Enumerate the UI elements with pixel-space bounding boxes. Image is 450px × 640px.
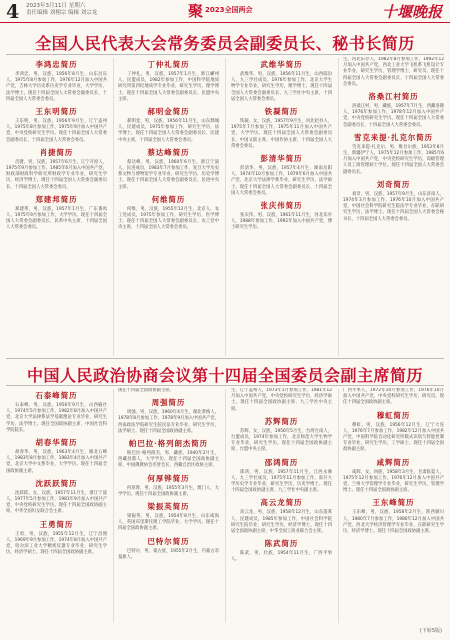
- bio-entry: [118, 397, 219, 435]
- bio-text: 沈跃跃，女，汉族，1957年11月生，浙江宁波人，1977年5月参加工作，1981年9月加入中国共产党，中央党校研究生学历。现任十四届全国政协副主席、中华全国妇女联合会主席。: [6, 490, 107, 515]
- bio-entry: [343, 388, 444, 407]
- bio-name: 王东明简历: [35, 107, 78, 117]
- bio-text: 刘奇，男，汉族，1957年9月生，山东济南人，1974年3月参加工作，1976年10月加入中国共产党，中国社会科学院研究生院法学专业毕业，在职研究生学历，法学博士。现任十四届全国人大常委会秘书长、十四届全国人大常委会委员。: [343, 191, 444, 222]
- bio-text: 丁仲礼，男，汉族，1957年1月生，浙江嵊州人，民盟成员，1982年参加工作，中国科学院地质研究所第四纪地质学专业毕业，研究生学历，理学博士。现任十四届全国人大常委会副委员长、民盟中央主席。: [118, 72, 219, 102]
- column-rule: [338, 389, 339, 623]
- logo-text: 2023全国两会: [205, 6, 253, 14]
- bio-name: 何厚铧简历: [147, 473, 190, 483]
- section-divider: [6, 385, 444, 386]
- bio-entry: [343, 410, 444, 454]
- bio-text: 郝明金，男，汉族，1956年11月生，山东鄄城人，民建成员，1975年参加工作，研究生学历，法学博士。现任十四届全国人大常委会副委员长、民建中央主席，十四届全国人大常委会委员。: [118, 119, 219, 143]
- bio-name: 帕巴拉·格列朗杰简历: [128, 439, 209, 449]
- cppcc-column-3: [231, 388, 332, 624]
- bio-text: 生，河北乐亭人，1982年8月参加工作，1992年12月加入中国共产党，西北工业大学飞机系飞机设计专业毕业，研究生学历，管理学博士，研究员。现任十四届全国人大常委会副委员长、十四届全国人大常委会委员。: [343, 57, 444, 87]
- bio-text: 胡春华，男，汉族，1963年4月生，湖北五峰人，1983年8月参加工作，1983年4月加入中国共产党，北京大学中文系毕业，大学学历。现任十四届全国政协副主席。: [6, 450, 107, 474]
- section-title-npc: 全国人民代表大会常务委员会副委员长、秘书长简历: [35, 34, 415, 53]
- bio-name: 王勇简历: [39, 519, 74, 529]
- bio-name: 穆虹简历: [376, 410, 411, 420]
- bio-name: 石泰峰简历: [35, 391, 78, 400]
- bio-text: 武维华，男，汉族，1956年11月生，山西临汾人，九三学社成员，1976年参加工作，北京大学生物学专业毕业，研究生学历，理学博士。现任十四届全国人大常委会副委员长、九三学社中央主席，十四届全国人大常委会委员。: [231, 72, 332, 102]
- cppcc-column-1: [6, 388, 107, 624]
- column-rule: [225, 58, 226, 356]
- bio-text: 穆虹，男，汉族，1956年12月生，辽宁大连人，1976年7月参加工作，1982年12月加入中国共产党，中国科学院自动化研究所模式识别与智能控制专业毕业，研究生学历，工学硕士。现任十四届全国政协副主席。: [343, 422, 444, 453]
- bio-name: 丁仲礼简历: [147, 60, 190, 69]
- bio-text: 洛桑江村，男，藏族，1957年7月生，西藏洛隆人，1976年参加工作，1978年12月加入中国共产党，中央党校研究生学历。现任十四届全国人大常委会副委员长、十四届全国人大常委会委员。: [343, 104, 444, 128]
- bio-entry: [118, 536, 219, 561]
- bio-entry: [343, 457, 444, 495]
- bio-text: 何厚铧，男，汉族，1955年3月生，澳门人，大学学历。现任十四届全国政协副主席。: [118, 485, 219, 497]
- bio-name: 郝明金简历: [147, 107, 190, 117]
- bio-text: 王东明，男，汉族，1956年9月生，辽宁盖州人，1975年8月参加工作，1975年9月加入中国共产党，中央党校研究生学历。现任十四届全国人大常委会副委员长、十四届全国人大常委会委员。: [6, 119, 107, 143]
- bio-name: 铁凝简历: [264, 107, 299, 117]
- date-line: 2023年3月11日 星期六: [26, 3, 86, 9]
- bio-entry: [118, 501, 219, 533]
- bio-name: 苏辉简历: [264, 416, 299, 426]
- bio-entry: [343, 132, 444, 176]
- npc-column-2: [118, 57, 219, 359]
- bio-name: 梁振英简历: [147, 502, 190, 512]
- column-rule: [225, 389, 226, 623]
- cppcc-column-2: [118, 388, 219, 624]
- bio-text: 肖捷，男，汉族，1957年6月生，辽宁开原人，1975年9月参加工作，1985年6月加入中国共产党，财政部财政科学研究所财政学专业毕业，研究生学历，经济学博士。现任十四届全国人大常委会副委员长、十四届全国人大常委会委员。: [6, 159, 107, 190]
- bio-entry: [231, 59, 332, 103]
- bio-text: 张庆伟，男，汉族，1961年11月生，河北乐亭人，1988年参加工作，1992年加入中国共产党，博士研究生学历。: [231, 213, 332, 231]
- bio-entry: [6, 478, 107, 516]
- bio-text: 彭清华，男，汉族，1957年4月生，湖南岳阳人，1974年10月参加工作，1979年6月加入中国共产党，北京大学法律学系毕业，研究生学历，法学硕士。现任十四届全国人大常委会副委员长、十四届全国人大常委会委员。: [231, 166, 332, 196]
- bio-name: 沈跃跃简历: [35, 478, 78, 488]
- bio-entry: [6, 519, 107, 557]
- section-title-cppcc: 中国人民政治协商会议第十四届全国委员会副主席简历: [26, 366, 423, 385]
- bio-text: 广西平果人，1972年10月参加工作，1976年10月加入中国共产党，中央党校研究生学历，研究员。现任十四届全国政协副主席。: [343, 388, 444, 406]
- npc-column-3: [231, 57, 332, 359]
- bio-name: 刘奇简历: [376, 179, 411, 189]
- bio-text: 王勇，男，汉族，1955年12月生，辽宁昌图人，1969年9月参加工作，1974年8月加入中国共产党，哈尔滨工业大学精密仪器专业毕业，研究生学历，经济学硕士。现任十四届全国政协副主席。: [6, 531, 107, 556]
- bio-entry: [231, 153, 332, 197]
- bio-name: 肖捷简历: [39, 147, 74, 157]
- page-number: 4: [6, 1, 20, 23]
- newspaper-brand: 十堰晚报: [381, 3, 442, 21]
- bio-name: 巴特尔简历: [147, 536, 190, 546]
- bio-name: 何维简历: [151, 194, 186, 204]
- bio-text: 苏辉，女，汉族，1956年5月生，台湾台南人，台盟成员，1974年参加工作，北京师范大学生物学专业毕业，研究生学历。现任十四届全国政协副主席、台盟中央主席。: [231, 428, 332, 453]
- bio-name: 周强简历: [151, 398, 186, 408]
- bio-entry: [343, 179, 444, 223]
- bio-entry: [343, 91, 444, 129]
- bio-name: 邵鸿简历: [264, 457, 299, 467]
- bio-entry: [231, 200, 332, 232]
- bio-entry: [231, 388, 332, 413]
- bio-name: 郑建邦简历: [35, 194, 78, 204]
- bio-text: 陈武，男，壮族，1954年11月生，广西平果人。: [231, 551, 332, 563]
- section-divider: [6, 54, 444, 55]
- bio-text: 何维，男，汉族，1955年12月生，北京人，农工党成员，1975年参加工作，研究生学历，医学博士。现任十四届全国人大常委会副委员长、农工党中央主席，十四届全国人大常委会委员。: [118, 206, 219, 231]
- bio-name: 雪克来提·扎克尔简历: [353, 132, 434, 142]
- column-rule: [113, 389, 114, 623]
- editor-line: 责任编辑 刘栩宗 编辑 刘宗龙: [26, 10, 98, 16]
- bio-entry: [118, 194, 219, 232]
- cppcc-column-4: [343, 388, 444, 624]
- bio-text: 巴特尔，男，蒙古族，1955年2月生，内蒙古奈曼旗人。: [118, 548, 219, 560]
- bio-entry: [118, 59, 219, 103]
- bio-name: 彭清华简历: [260, 154, 303, 164]
- column-rule: [113, 58, 114, 356]
- bio-entry: [118, 473, 219, 498]
- bio-name: 王东峰简历: [372, 498, 415, 508]
- column-rule: [338, 58, 339, 356]
- page-header: [0, 0, 450, 23]
- bio-name: 李鸿忠简历: [35, 60, 78, 69]
- bio-text: 梁振英，男，汉族，1954年8月生，山东威海人，英国布里斯托理工学院毕业，大学学历。现任十四届全国政协副主席。: [118, 514, 219, 532]
- bio-text: 石泰峰，男，汉族，1956年9月生，山西榆社人，1974年5月参加工作，1982年8月加入中国共产党，北京大学法律系法学基础理论专业毕业，研究生学历，法学博士。现任全国政协副主席、中国社会科学院院长。: [6, 403, 107, 433]
- bio-entry: [118, 438, 219, 470]
- bio-entry: [118, 147, 219, 191]
- bio-entry: [343, 57, 444, 88]
- bio-name: 高云龙简历: [260, 498, 303, 508]
- bio-entry: [231, 106, 332, 150]
- bio-name: 武维华简历: [260, 60, 303, 69]
- bio-entry: [118, 106, 219, 144]
- bio-entry: [6, 194, 107, 232]
- bio-text: 王东峰，男，汉族，1958年2月生，陕西铜川人，1980年7月参加工作，1980年12月加入中国共产党，西北大学经济管理学专业毕业，在职研究生学历，经济学博士。现任十四届全国政协副主席。: [343, 510, 444, 535]
- continued-note: (下转5版): [419, 628, 442, 634]
- bio-name: 蔡达峰简历: [147, 147, 190, 157]
- bio-entry: [6, 390, 107, 434]
- bio-text: 高云龙，男，汉族，1958年12月生，山东蓬莱人，民建成员，1985年参加工作，中国社会科学院研究生院毕业，研究生学历，经济学博士。现任十四届全国政协副主席、中华全国工商业联合会主席。: [231, 510, 332, 535]
- bio-entry: [6, 59, 107, 103]
- header-info: [26, 3, 97, 17]
- bio-text: 生，辽宁盖州人，1973年1月参加工作，1981年12月加入中国共产党，中央党校研究生学历，经济学硕士。现任十四届全国政协副主席、九三学社中央主席。: [231, 388, 332, 412]
- bio-text: 咸辉，女，回族，1958年3月生，甘肃临夏人，1975年12月参加工作，1976年12月加入中国共产党，兰州大学管理学专业毕业，研究生学历，管理学博士。现任十四届全国政协副主席。: [343, 469, 444, 494]
- bio-text: 邵鸿，男，汉族，1957年11月生，江西永修人，九三学社成员，1975年11月参加工作，南开大学历史学专业毕业，研究生学历，历史学博士。现任十四届全国政协副主席、九三学社中央副主席。: [231, 469, 332, 494]
- bio-text: 周强，男，汉族，1960年4月生，湖北黄梅人，1978年8月参加工作，1978年9月加入中国共产党，西南政法学院研究生院民法专业毕业，研究生学历，法学硕士。现任十四届全国政协副主席。: [118, 410, 219, 434]
- bio-text: 帕巴拉·格列朗杰，男，藏族，1940年2月生，西藏昌都人，大学学历。现任十四届全国政协副主席、中国佛教协会名誉会长，西藏自治区政协主席。: [118, 451, 219, 469]
- section-divider: [6, 358, 444, 359]
- bio-text: 铁凝，女，汉族，1957年9月生，河北赵县人，1975年7月参加工作，1975年11月加入中国共产党，大学学历。现任十四届全国人大常委会副委员长、中国文联主席、中国作协主席，十四届全国人大常委会委员。: [231, 119, 332, 149]
- bio-name: 洛桑江村简历: [368, 92, 419, 102]
- bio-entry: [231, 497, 332, 535]
- bio-name: 陈武简历: [264, 539, 299, 549]
- bio-name: 张庆伟简历: [260, 201, 303, 211]
- bio-text: 雪克来提·扎克尔，男，维吾尔族，1953年8月生，新疆伊宁人，1975年12月参加工作，1985年6月加入中国共产党，中央党校研究生学历，高级管理人员工商管理硕士学位。现任十四届全国人大常委会副委员长。: [343, 144, 444, 175]
- bio-name: 胡春华简历: [35, 438, 78, 448]
- bio-text: 李鸿忠，男，汉族，1956年8月生，山东昌乐人，1975年8月参加工作，1976年12月加入中国共产党，吉林大学历史系历史学专业毕业，大学学历，法学博士。现任十四届全国人大常委会副委员长、十四届全国人大常委会委员。: [6, 72, 107, 102]
- logo-char: 聚: [188, 1, 204, 20]
- bio-text: 郑建邦，男，汉族，1957年1月生，广东番禺人，1975年9月参加工作，大学学历。现任十四届全国人大常委会副委员长、民革中央主席，十四届全国人大常委会委员。: [6, 206, 107, 231]
- two-sessions-logo: [188, 0, 253, 20]
- bio-text: 蔡达峰，男，汉族，1960年6月生，浙江宁波人，民进成员，1983年7月参加工作，复旦大学历史系文物与博物馆学专业毕业，研究生学历，历史学博士。现任十四届全国人大常委会副委员长、民进中央主席。: [118, 159, 219, 190]
- bio-entry: [118, 388, 219, 394]
- npc-column-1: [6, 57, 107, 359]
- bio-entry: [231, 416, 332, 454]
- bio-entry: [6, 437, 107, 475]
- bio-entry: [231, 457, 332, 495]
- bio-entry: [6, 147, 107, 191]
- npc-column-4: [343, 57, 444, 359]
- bio-entry: [231, 538, 332, 563]
- bio-text: 现任十四届全国政协副主席。: [118, 388, 174, 393]
- bio-entry: [6, 106, 107, 144]
- bio-entry: [343, 497, 444, 535]
- bio-name: 咸辉简历: [376, 457, 411, 467]
